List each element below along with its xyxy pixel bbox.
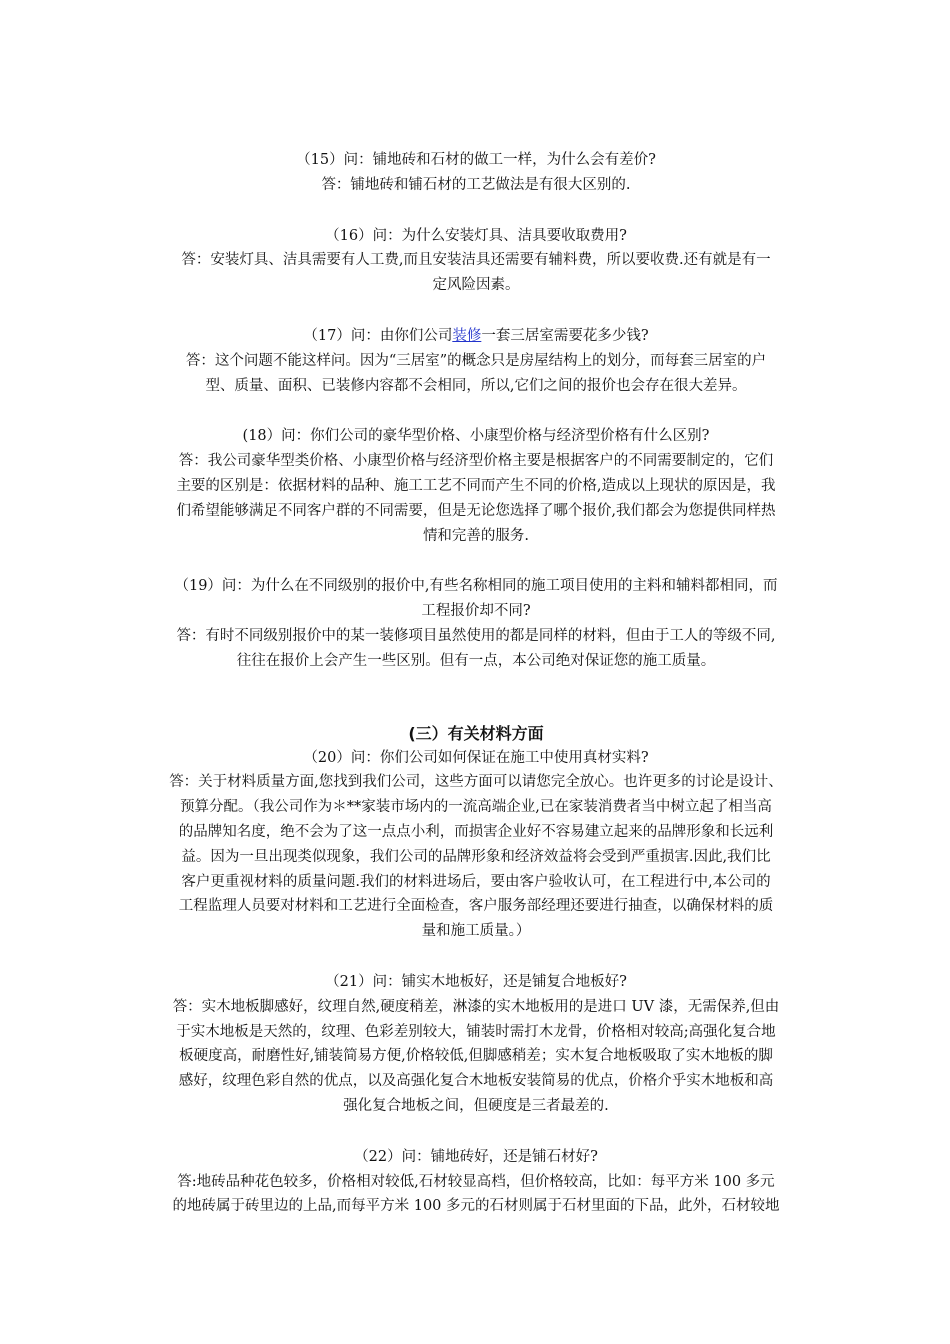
document-body	[140, 148, 812, 1219]
qa-block-21	[140, 970, 812, 1119]
question-16: （16）问：为什么安装灯具、洁具要收取费用?	[325, 227, 627, 244]
question-17	[140, 324, 812, 349]
qa-block-18	[140, 424, 812, 548]
question-19-line-1: （19）问：为什么在不同级别的报价中,有些名称相同的施工项目使用的主料和辅料都相同，而	[174, 578, 778, 595]
question-18: (18）问：你们公司的豪华型价格、小康型价格与经济型价格有什么区别?	[242, 428, 710, 445]
answer-21-line-5: 强化复合地板之间，但硬度是三者最差的.	[343, 1097, 609, 1114]
qa-block-20	[140, 746, 812, 944]
answer-20-line-5: 客户更重视材料的质量问题.我们的材料进场后，要由客户验收认可，在工程进行中,本公司的	[181, 873, 771, 890]
answer-21-line-1: 答：实木地板脚感好，纹理自然,硬度稍差，淋漆的实木地板用的是进口 UV 漆，无需保养,但由	[172, 998, 780, 1015]
answer-20-line-3: 的品牌知名度，绝不会为了这一点点小利，而损害企业好不容易建立起来的品牌形象和长远利	[178, 823, 774, 840]
section-heading-materials: (三）有关材料方面	[408, 723, 544, 743]
answer-21-line-2: 于实木地板是天然的，纹理、色彩差别较大，铺装时需打木龙骨，价格相对较高;高强化复合地	[176, 1023, 776, 1040]
answer-22-line-2: 的地砖属于砖里边的上品,而每平方米 100 多元的石材则属于石材里面的下品，此外，石材较地	[172, 1198, 780, 1215]
answer-16-line-2: 定风险因素。	[432, 277, 520, 294]
question-19-line-2: 工程报价却不同?	[421, 603, 531, 620]
qa-block-17	[140, 324, 812, 398]
answer-16-line-1: 答：安装灯具、洁具需要有人工费,而且安装洁具还需要有辅料费，所以要收费.还有就是有一	[181, 252, 771, 269]
qa-block-19	[140, 574, 812, 673]
qa-block-16	[140, 224, 812, 298]
answer-20-line-7: 量和施工质量。）	[421, 923, 531, 940]
question-15: （15）问：铺地砖和石材的做工一样，为什么会有差价?	[296, 152, 656, 168]
question-17-prefix: （17）问：由你们公司	[303, 327, 453, 344]
answer-18-line-2: 主要的区别是：依据材料的品种、施工工艺不同而产生不同的价格,造成以上现状的原因是，我	[176, 477, 776, 494]
answer-17-line-1: 答：这个问题不能这样问。因为“三居室”的概念只是房屋结构上的划分，而每套三居室的户	[185, 352, 767, 369]
qa-block-15	[140, 148, 812, 198]
answer-20-line-4: 益。因为一旦出现类似现象，我们公司的品牌形象和经济效益将会受到严重损害.因此,我们比	[181, 848, 771, 865]
question-17-suffix: 一套三居室需要花多少钱?	[481, 327, 649, 344]
answer-18-line-3: 们希望能够满足不同客户群的不同需要，但是无论您选择了哪个报价,我们都会为您提供同样热	[176, 502, 776, 519]
qa-block-22	[140, 1145, 812, 1219]
answer-20-line-1: 答：关于材料质量方面,您找到我们公司，这些方面可以请您完全放心。也许更多的讨论是设计、	[169, 774, 783, 791]
answer-15-line-1: 答：铺地砖和铺石材的工艺做法是有很大区别的.	[321, 176, 631, 193]
answer-17-line-2: 型、质量、面积、已装修内容都不会相同，所以,它们之间的报价也会存在很大差异。	[205, 377, 747, 394]
question-22: （22）问：铺地砖好，还是铺石材好?	[354, 1148, 598, 1165]
answer-20-line-6: 工程监理人员要对材料和工艺进行全面检查，客户服务部经理还要进行抽查，以确保材料的质	[178, 898, 774, 915]
answer-19-line-2: 往往在报价上会产生一些区别。但有一点，本公司绝对保证您的施工质量。	[236, 652, 716, 669]
answer-21-line-3: 板硬度高，耐磨性好,铺装简易方便,价格较低,但脚感稍差；实木复合地板吸取了实木地板的脚	[179, 1048, 773, 1065]
answer-21-line-4: 感好，纹理色彩自然的优点，以及高强化复合木地板安装简易的优点，价格介乎实木地板和高	[178, 1073, 774, 1090]
question-21: （21）问：铺实木地板好，还是铺复合地板好?	[325, 973, 627, 990]
answer-19-line-1: 答：有时不同级别报价中的某一装修项目虽然使用的都是同样的材料，但由于工人的等级不同,	[176, 627, 776, 644]
answer-18-line-4: 情和完善的服务.	[422, 527, 530, 544]
renovation-link[interactable]: 装修	[452, 327, 482, 344]
answer-18-line-1: 答：我公司豪华型类价格、小康型价格与经济型价格主要是根据客户的不同需要制定的，它们	[178, 453, 774, 470]
question-20: （20）问：你们公司如何保证在施工中使用真材实料?	[303, 749, 649, 766]
answer-20-line-2: 预算分配。（我公司作为＊**家装市场内的一流高端企业,已在家装消费者当中树立起了相当高	[180, 799, 772, 816]
answer-22-line-1: 答:地砖品种花色较多，价格相对较低,石材较显高档，但价格较高，比如：每平方米 100 多元	[177, 1173, 775, 1190]
